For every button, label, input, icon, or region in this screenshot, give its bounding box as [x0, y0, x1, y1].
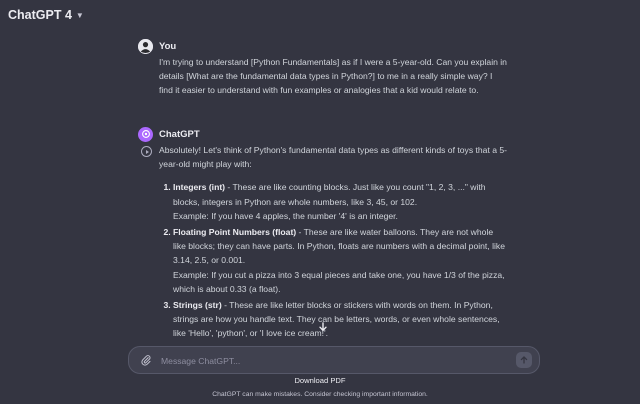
arrow-up-icon — [520, 356, 528, 364]
chatgpt-logo-icon — [138, 127, 153, 142]
list-item — [173, 225, 508, 296]
list-item-term: Integers (int) — [173, 182, 226, 193]
list-item — [173, 180, 508, 223]
data-types-list — [159, 180, 508, 340]
message-input[interactable] — [159, 351, 503, 371]
list-item-text: - These are like counting blocks. Just like you count "1, 2, 3, ..." with blocks, integers in Python are whole numbers, like 3, 45, or 102. — [173, 182, 486, 207]
list-item-text: - These are like letter blocks or stickers with words on them. In Python, strings are how you handle text. They can be letters, words, or even whole sentences, like 'Hello', 'python', or 'I love ice cream!'. — [173, 300, 500, 339]
read-aloud-icon[interactable] — [141, 146, 152, 157]
top-bar — [0, 0, 640, 30]
list-item — [173, 298, 508, 341]
assistant-intro-text: Absolutely! Let's think of Python's fundamental data types as different kinds of toys that a 5-year-old might play with: — [159, 145, 508, 170]
list-item-example: Example: If you have 4 apples, the number '4' is an integer. — [173, 210, 398, 221]
paperclip-icon[interactable] — [140, 354, 152, 366]
user-avatar-icon — [138, 39, 153, 54]
disclaimer-text: ChatGPT can make mistakes. Consider checking important information. — [212, 391, 428, 398]
scroll-down-icon[interactable] — [316, 320, 330, 334]
model-label: ChatGPT 4 — [8, 8, 72, 22]
chevron-down-icon: ▼ — [75, 11, 84, 20]
download-pdf-link[interactable]: Download PDF — [294, 376, 346, 385]
list-item-term: Strings (str) — [173, 300, 222, 311]
user-message — [138, 38, 508, 98]
list-item-text: - These are like water balloons. They are not whole like blocks; they can have parts. In Python, floats are numbers with a decimal point, like 3.14, 2.5, or 0.001. — [173, 227, 505, 266]
message-composer — [128, 346, 540, 374]
assistant-message — [138, 126, 508, 343]
list-item-term: Floating Point Numbers (float) — [173, 227, 297, 238]
assistant-author-name: ChatGPT — [159, 128, 200, 140]
conversation-thread[interactable] — [0, 30, 640, 348]
user-author-name: You — [159, 40, 177, 52]
user-message-text: I'm trying to understand [Python Fundamentals] as if I were a 5-year-old. Can you explain in details [What are the fundamental data types in Python?] to me in a really simple way? I find it easier to understand with fun examples or analogies that a kid would relate to. — [159, 57, 507, 96]
model-selector[interactable] — [8, 8, 84, 22]
list-item-example: Example: If you cut a pizza into 3 equal pieces and take one, you have 1/3 of the pizza, which is about 0.33 (a float). — [173, 269, 505, 294]
send-button[interactable] — [516, 352, 532, 368]
